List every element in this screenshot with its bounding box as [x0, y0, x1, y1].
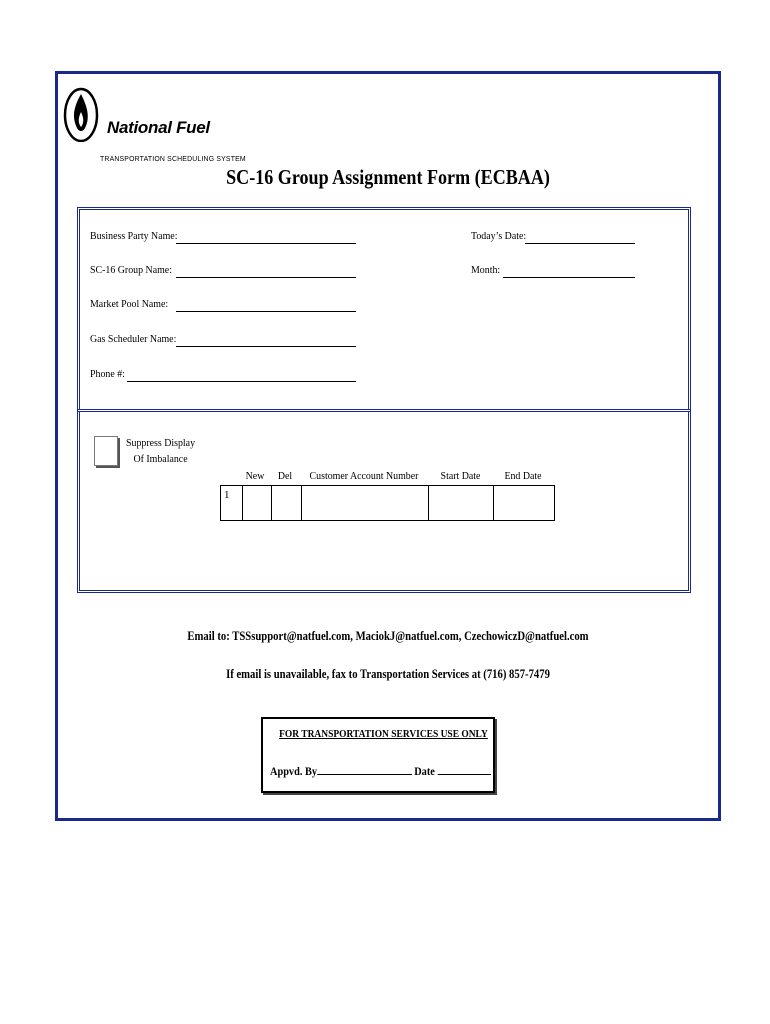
transportation-services-box: [261, 717, 495, 793]
month-label: Month:: [471, 264, 501, 276]
start-date-cell[interactable]: [429, 486, 494, 521]
flame-logo-icon: [63, 84, 99, 142]
brand-tagline: TRANSPORTATION SCHEDULING SYSTEM: [100, 154, 246, 163]
business-party-label: Business Party Name:: [90, 230, 178, 242]
market-pool-label: Market Pool Name:: [90, 298, 169, 310]
national-fuel-logo: [63, 82, 246, 163]
col-header-new: New: [245, 470, 265, 482]
col-header-account: Customer Account Number: [309, 470, 419, 482]
email-instructions: Email to: TSSsupport@natfuel.com, MaciokJ@natfuel.com, CzechowiczD@natfuel.com: [187, 628, 589, 643]
form-frame: [55, 71, 721, 821]
gas-scheduler-label: Gas Scheduler Name:: [90, 333, 177, 345]
tss-heading: FOR TRANSPORTATION SERVICES USE ONLY: [279, 728, 488, 740]
suppress-imbalance-label: [126, 435, 195, 467]
row-number: 1: [221, 486, 243, 521]
gas-scheduler-field[interactable]: [176, 346, 356, 347]
phone-field[interactable]: [127, 381, 356, 382]
account-number-cell[interactable]: [302, 486, 429, 521]
col-header-start-date: Start Date: [440, 470, 481, 482]
form-title: SC-16 Group Assignment Form (ECBAA): [226, 165, 550, 189]
fax-instructions: If email is unavailable, fax to Transportation Services at (716) 857-7479: [226, 666, 550, 681]
account-table: [220, 485, 555, 521]
tss-date-field[interactable]: [437, 763, 490, 775]
phone-label: Phone #:: [90, 368, 125, 380]
suppress-line-1: Suppress Display: [126, 437, 196, 449]
todays-date-label: Today’s Date:: [471, 230, 527, 242]
accounts-section: [77, 409, 691, 593]
tss-date-label: Date: [414, 764, 435, 778]
approval-line: [270, 763, 491, 779]
month-field[interactable]: [503, 277, 635, 278]
todays-date-field[interactable]: [525, 243, 635, 244]
party-info-section: [77, 207, 691, 412]
table-row: [221, 486, 555, 521]
end-date-cell[interactable]: [494, 486, 555, 521]
market-pool-field[interactable]: [176, 311, 356, 312]
brand-name: National Fuel: [107, 118, 210, 137]
appvd-by-label: Appvd. By: [270, 764, 318, 778]
suppress-line-2: Of Imbalance: [133, 453, 188, 465]
col-header-end-date: End Date: [504, 470, 542, 482]
appvd-by-field[interactable]: [317, 763, 412, 775]
del-cell[interactable]: [272, 486, 302, 521]
sc16-group-label: SC-16 Group Name:: [90, 264, 172, 276]
business-party-field[interactable]: [176, 243, 356, 244]
new-cell[interactable]: [243, 486, 272, 521]
col-header-del: Del: [277, 470, 293, 482]
suppress-imbalance-checkbox[interactable]: [94, 436, 118, 466]
sc16-group-field[interactable]: [176, 277, 356, 278]
